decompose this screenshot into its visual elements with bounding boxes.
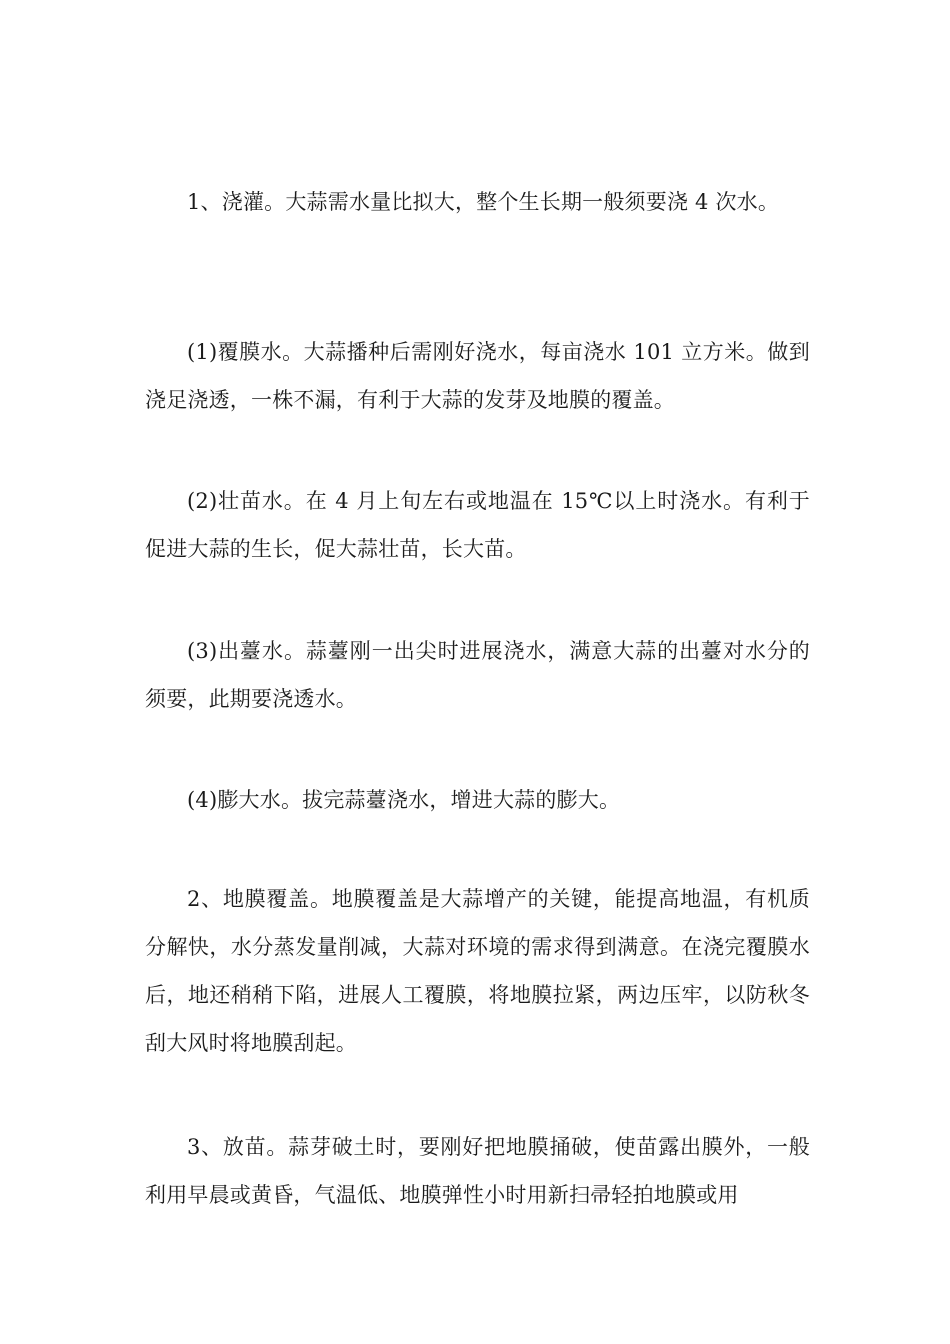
paragraph-release-seedling: 3、放苗。蒜芽破土时，要刚好把地膜捅破，使苗露出膜外，一般利用早晨或黄昏，气温低、地膜弹性小时用新扫帚轻拍地膜或用 [145, 1135, 810, 1207]
paragraph-film-covering: 2、地膜覆盖。地膜覆盖是大蒜增产的关键，能提高地温，有机质分解快，水分蒸发量削减，大蒜对环境的需求得到满意。在浇完覆膜水后，地还稍稍下陷，进展人工覆膜，将地膜拉紧，两边压牢，以防秋冬刮大风时将地膜刮起。 [145, 887, 810, 1055]
paragraph-bolting-water: (3)出薹水。蒜薹刚一出尖时进展浇水，满意大蒜的出薹对水分的须要，此期要浇透水。 [145, 639, 810, 711]
paragraph-seedling-water: (2)壮苗水。在 4 月上旬左右或地温在 15℃以上时浇水。有利于促进大蒜的生长，促大蒜壮苗，长大苗。 [145, 489, 810, 561]
paragraph-film-water: (1)覆膜水。大蒜播种后需刚好浇水，每亩浇水 101 立方米。做到浇足浇透，一株不漏，有利于大蒜的发芽及地膜的覆盖。 [145, 340, 810, 412]
paragraph-swelling-water: (4)膨大水。拔完蒜薹浇水，增进大蒜的膨大。 [187, 788, 621, 812]
paragraph-irrigation: 1、浇灌。大蒜需水量比拟大，整个生长期一般须要浇 4 次水。 [187, 190, 780, 214]
